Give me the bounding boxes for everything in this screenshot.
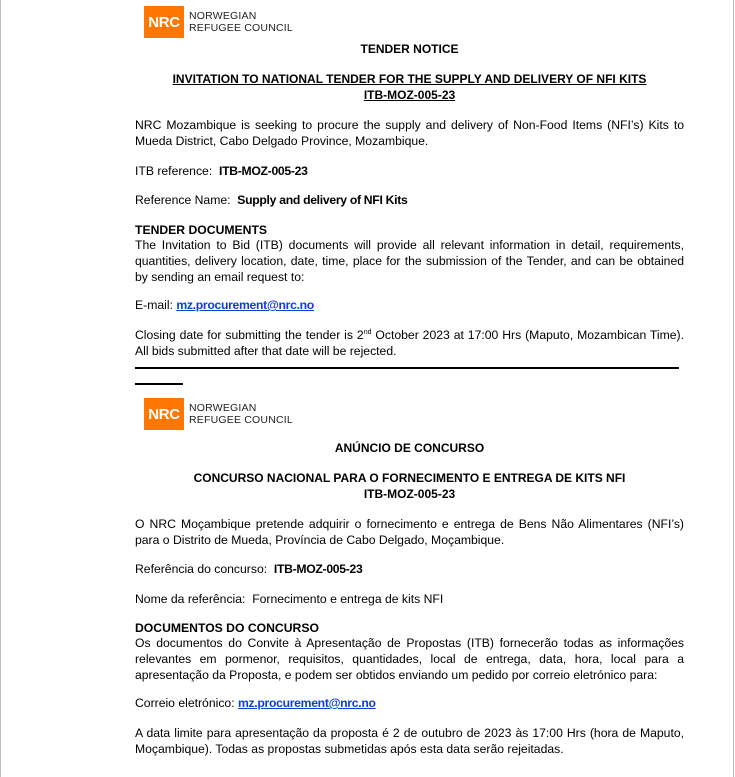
itb-reference-line-en [135,163,684,179]
itb-code-en: ITB-MOZ-005-23 [363,88,456,102]
email-label: E-mail: [135,298,173,312]
itb-reference-label: ITB reference: [135,164,213,178]
nrc-logo-text-pt [189,402,293,426]
closing-superscript: nd [363,328,372,336]
nrc-logo-pt [144,398,293,430]
page-border-right [733,0,734,777]
reference-name-line-en [135,192,684,208]
correio-label: Correio eletrónico: [135,696,235,710]
reference-name-line-pt [135,591,684,607]
email-link-pt[interactable]: mz.procurement@nrc.no [237,696,376,710]
email-line-pt [135,695,684,711]
email-line-en [135,297,684,313]
nrc-logo-text [189,10,293,34]
reference-name-label: Reference Name: [135,193,231,207]
referencia-value: ITB-MOZ-005-23 [273,562,363,576]
section-divider-tail [135,383,183,385]
intro-paragraph-en: NRC Mozambique is seeking to procure the supply and delivery of Non-Food Items (NFI’s) Kits to Mueda District, Cabo Delgado Province, Mozambique. [135,118,684,148]
logo-line-1-pt: NORWEGIAN [189,402,257,414]
documentos-text: Os documentos do Convite à Apresentação de Propostas (ITB) fornecerão todas as informações relevantes em pormenor, requisitos, quantidades, local de entrega, data, hora, local para a apresentação da Proposta, e podem ser obtidos enviando um pedido por correio eletrónico para: [135,636,684,682]
closing-paragraph-pt: A data limite para apresentação da proposta é 2 de outubro de 2023 às 17:00 Hrs (hora de Maputo, Moçambique). Todas as propostas submetidas após esta data serão rejeitadas. [135,726,684,756]
tender-notice-heading: TENDER NOTICE [360,42,459,56]
nome-referencia-value: Fornecimento e entrega de kits NFI [252,592,444,606]
itb-reference-value: ITB-MOZ-005-23 [219,164,308,178]
itb-reference-line-pt [135,561,684,577]
documentos-heading: DOCUMENTOS DO CONCURSO [135,621,319,635]
itb-code-pt: ITB-MOZ-005-23 [363,487,456,501]
nrc-logo-mark: NRC [144,6,184,38]
closing-text-start: Closing date for submitting the tender is 2 [135,328,364,342]
section-divider [135,367,679,369]
nome-referencia-label: Nome da referência: [135,592,246,606]
tender-documents-text: The Invitation to Bid (ITB) documents will provide all relevant information in detail, requirements, quantities, delivery location, date, time, place for the submission of the Tender, and can be obtained by sending an email request to: [135,238,684,284]
closing-paragraph-en [135,327,684,359]
anuncio-heading: ANÚNCIO DE CONCURSO [334,441,485,455]
reference-name-value: Supply and delivery of NFI Kits [237,193,408,207]
logo-line-1: NORWEGIAN [189,10,257,22]
nrc-logo [144,6,293,38]
referencia-label: Referência do concurso: [135,562,268,576]
logo-line-2: REFUGEE COUNCIL [189,22,293,34]
concurso-subheading: CONCURSO NACIONAL PARA O FORNECIMENTO E ENTREGA DE KITS NFI [193,471,626,485]
email-link-en[interactable]: mz.procurement@nrc.no [176,298,314,312]
tender-documents-heading: TENDER DOCUMENTS [135,223,268,237]
page-border-left [0,0,1,777]
nrc-logo-mark-pt: NRC [144,398,184,430]
logo-line-2-pt: REFUGEE COUNCIL [189,414,293,426]
intro-paragraph-pt: O NRC Moçambique pretende adquirir o fornecimento e entrega de Bens Não Alimentares (NFI’s) para o Distrito de Mueda, Província de Cabo Delgado, Moçambique. [135,517,684,547]
closing-text-end: October 2023 at 17:00 Hrs (Maputo, Mozambican Time). All bids submitted after that date will be rejected. [135,328,684,358]
invitation-subheading: INVITATION TO NATIONAL TENDER FOR THE SUPPLY AND DELIVERY OF NFI KITS [172,72,647,86]
